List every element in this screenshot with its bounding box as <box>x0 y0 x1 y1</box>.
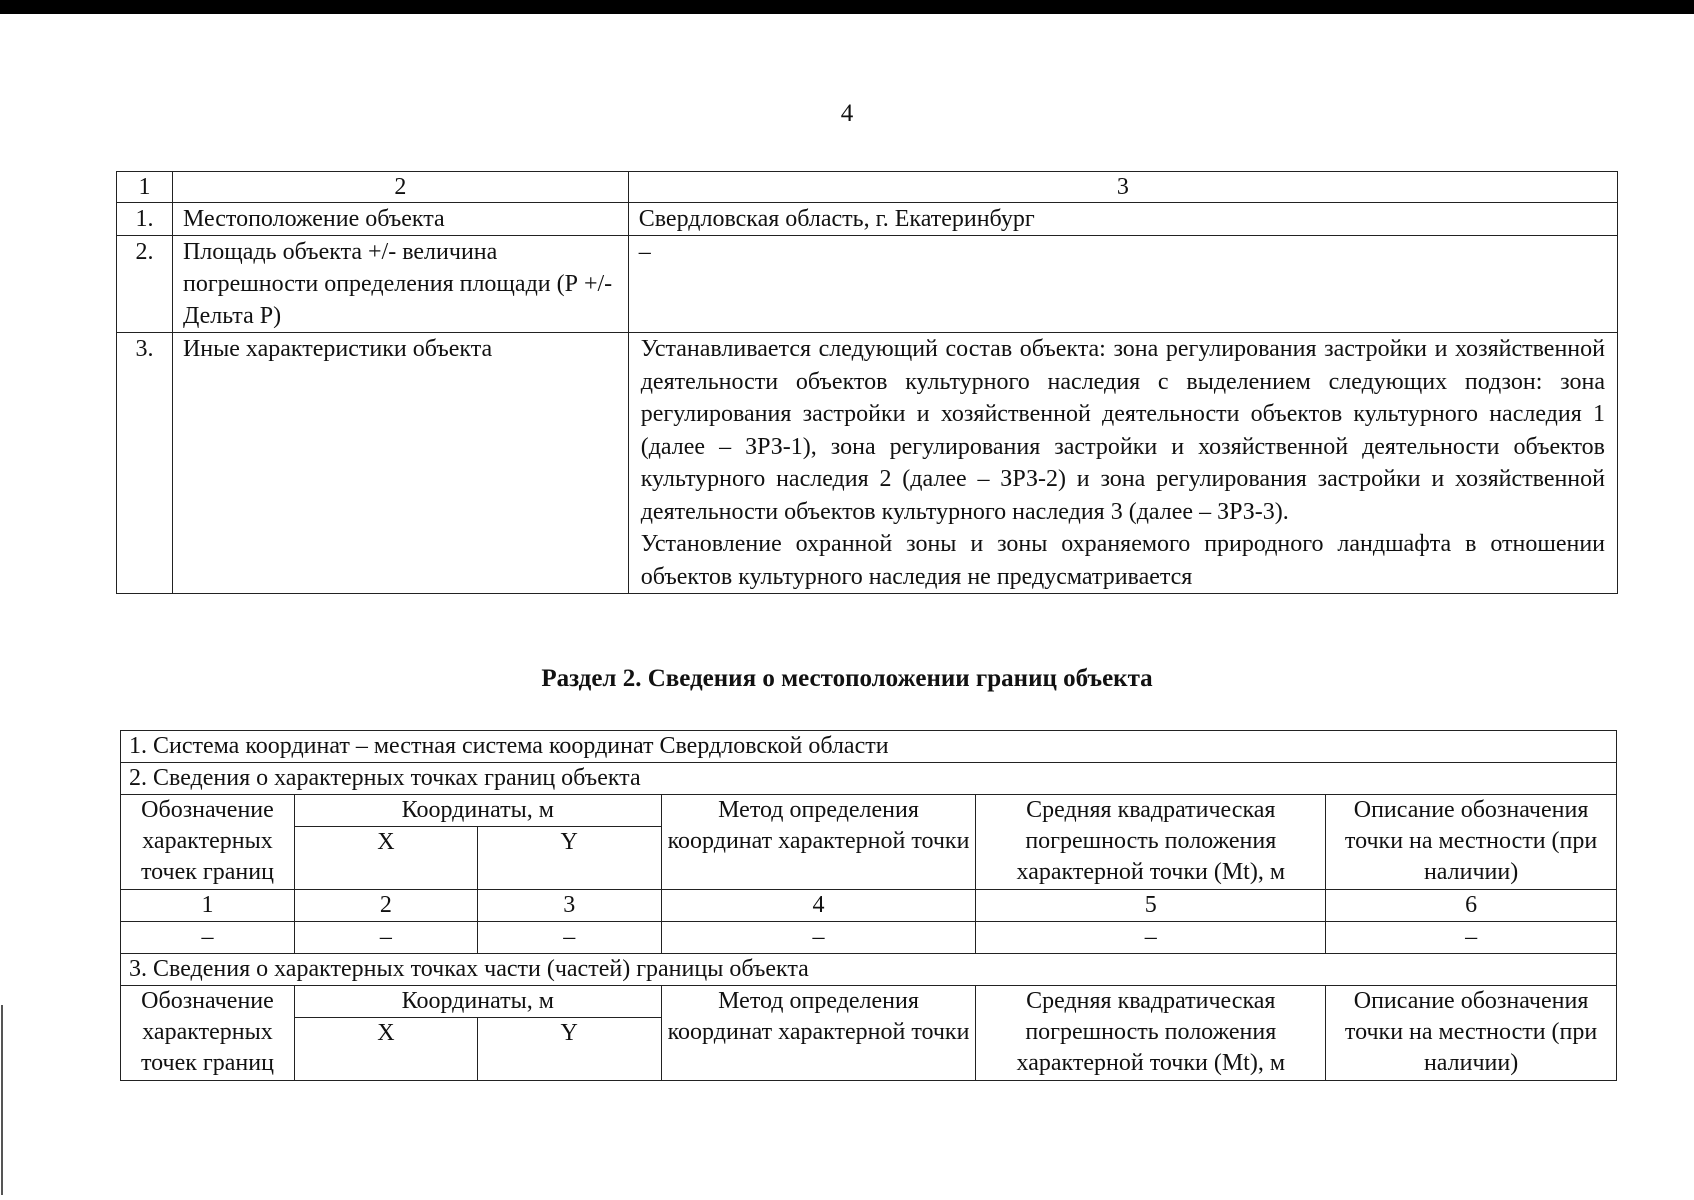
designation-header: Обозначение характерных точек границ <box>121 795 295 890</box>
row-label: Площадь объекта +/- величина погрешности определения площади (Р +/- Дельта Р) <box>172 236 628 333</box>
top-scan-bar <box>0 0 1694 14</box>
column-number-row <box>121 890 1617 922</box>
row-number: 1. <box>117 203 173 236</box>
column-number: 3 <box>477 890 661 922</box>
x-header: X <box>294 827 477 890</box>
method-header: Метод определения координат характерной точки <box>661 795 976 890</box>
boundary-points-table <box>120 730 1617 1081</box>
empty-value: – <box>477 922 661 954</box>
table-header-row <box>117 172 1618 203</box>
designation-header: Обозначение характерных точек границ <box>121 986 295 1081</box>
table-row <box>121 731 1617 763</box>
table-row <box>117 203 1618 236</box>
coords-header: Координаты, м <box>294 986 661 1018</box>
error-header: Средняя квадратическая погрешность положения характерной точки (Mt), м <box>976 986 1326 1081</box>
table-row <box>117 333 1618 594</box>
header-cell: 2 <box>172 172 628 203</box>
column-number: 1 <box>121 890 295 922</box>
y-header: Y <box>477 1018 661 1081</box>
column-number: 5 <box>976 890 1326 922</box>
table-row <box>121 954 1617 986</box>
header-cell: 1 <box>117 172 173 203</box>
column-number: 2 <box>294 890 477 922</box>
table-row <box>117 236 1618 333</box>
description-header: Описание обозначения точки на местности (при наличии) <box>1326 986 1617 1081</box>
row-value-paragraph: Установление охранной зоны и зоны охраняемого природного ландшафта в отношении объектов культурного наследия не предусматривается <box>640 531 1605 590</box>
header-cell: 3 <box>628 172 1617 203</box>
coords-header: Координаты, м <box>294 795 661 827</box>
row-value: Свердловская область, г. Екатеринбург <box>628 203 1617 236</box>
row-value: – <box>628 236 1617 333</box>
coord-system-heading: 1. Система координат – местная система координат Свердловской области <box>121 731 1617 763</box>
row-number: 2. <box>117 236 173 333</box>
part-heading: 3. Сведения о характерных точках части (частей) границы объекта <box>121 954 1617 986</box>
empty-value: – <box>661 922 976 954</box>
table-header-row <box>121 986 1617 1018</box>
scan-artifact-line <box>1 1005 3 1195</box>
row-value-paragraph: Устанавливается следующий состав объекта: зона регулирования застройки и хозяйственной деятельности объектов культурного наследия с выделением следующих подзон: зона регулирования застройки и хозяйственной деятельности объектов культурного наследия 1 (далее – ЗРЗ-1), зона регулирования застройки и хозяйственной деятельности объектов культурного наследия 2 (далее – ЗРЗ-2) и зона регулирования застройки и хозяйственной деятельности объектов культурного наследия 3 (далее – ЗРЗ-3). <box>640 336 1605 525</box>
error-header: Средняя квадратическая погрешность положения характерной точки (Mt), м <box>976 795 1326 890</box>
table-row <box>121 922 1617 954</box>
column-number: 4 <box>661 890 976 922</box>
row-label: Иные характеристики объекта <box>172 333 628 594</box>
table-row <box>121 763 1617 795</box>
x-header: X <box>294 1018 477 1081</box>
empty-value: – <box>976 922 1326 954</box>
method-header: Метод определения координат характерной точки <box>661 986 976 1081</box>
y-header: Y <box>477 827 661 890</box>
section-title: Раздел 2. Сведения о местоположении границ объекта <box>541 665 1153 692</box>
row-label: Местоположение объекта <box>172 203 628 236</box>
table-header-row <box>121 795 1617 827</box>
row-value <box>628 333 1617 594</box>
page-number: 4 <box>840 100 854 127</box>
empty-value: – <box>1326 922 1617 954</box>
row-number: 3. <box>117 333 173 594</box>
empty-value: – <box>121 922 295 954</box>
empty-value: – <box>294 922 477 954</box>
object-info-table <box>116 171 1618 594</box>
points-heading: 2. Сведения о характерных точках границ объекта <box>121 763 1617 795</box>
column-number: 6 <box>1326 890 1617 922</box>
description-header: Описание обозначения точки на местности (при наличии) <box>1326 795 1617 890</box>
